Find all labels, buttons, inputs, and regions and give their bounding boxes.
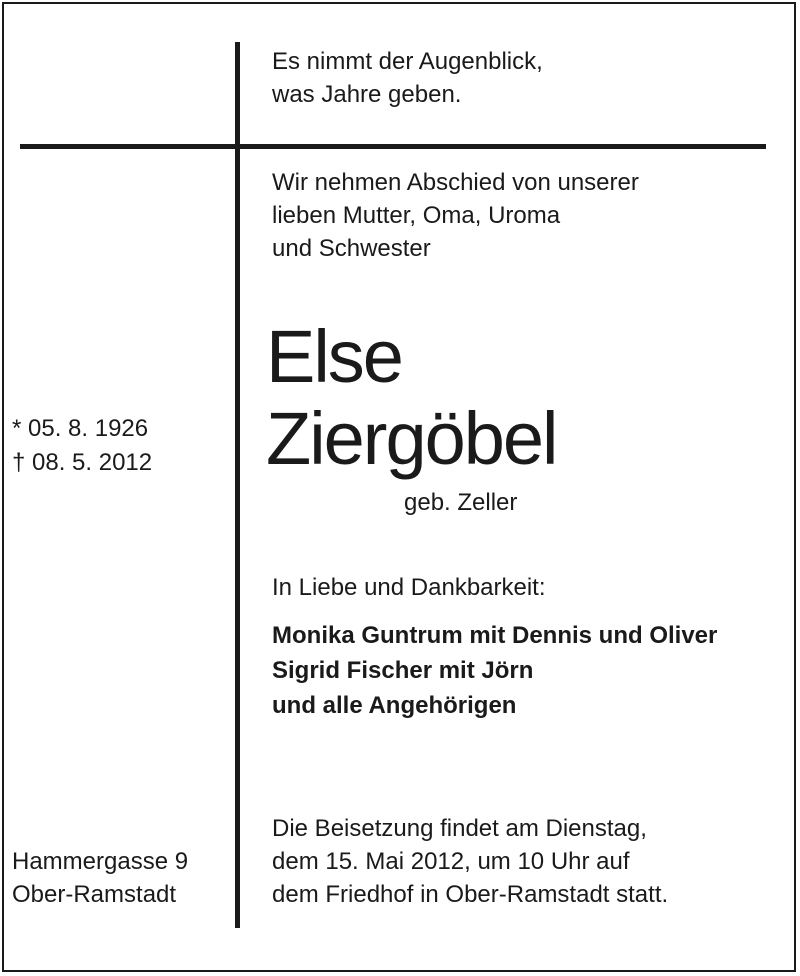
mourner-line: Monika Guntrum mit Dennis und Oliver [272,622,718,649]
farewell-line: lieben Mutter, Oma, Uroma [272,202,561,229]
farewell-text [272,166,639,265]
motto-line: was Jahre geben. [272,81,462,108]
address-street: Hammergasse 9 [12,848,189,875]
birth-date: * 05. 8. 1926 [12,415,149,442]
mourner-line: Sigrid Fischer mit Jörn [272,657,534,684]
mourners-list [272,618,717,723]
address [12,845,188,911]
mourner-line: und alle Angehörigen [272,692,517,719]
farewell-line: Wir nehmen Abschied von unserer [272,169,639,196]
life-dates [12,412,152,480]
motto-quote [272,45,543,111]
cross-horizontal-bar [20,144,766,149]
death-date: † 08. 5. 2012 [12,449,153,476]
burial-line: dem 15. Mai 2012, um 10 Uhr auf [272,848,630,875]
burial-notice [272,812,668,911]
farewell-line: und Schwester [272,235,431,262]
deceased-last-name: Ziergöbel [266,397,557,480]
motto-line: Es nimmt der Augenblick, [272,48,543,75]
love-line: In Liebe und Dankbarkeit: [272,574,546,601]
cross-vertical-bar [235,42,240,928]
burial-line: dem Friedhof in Ober-Ramstadt statt. [272,881,669,908]
burial-line: Die Beisetzung findet am Dienstag, [272,815,647,842]
birth-name: geb. Zeller [404,489,518,516]
deceased-first-name: Else [266,315,402,398]
address-city: Ober-Ramstadt [12,881,177,908]
